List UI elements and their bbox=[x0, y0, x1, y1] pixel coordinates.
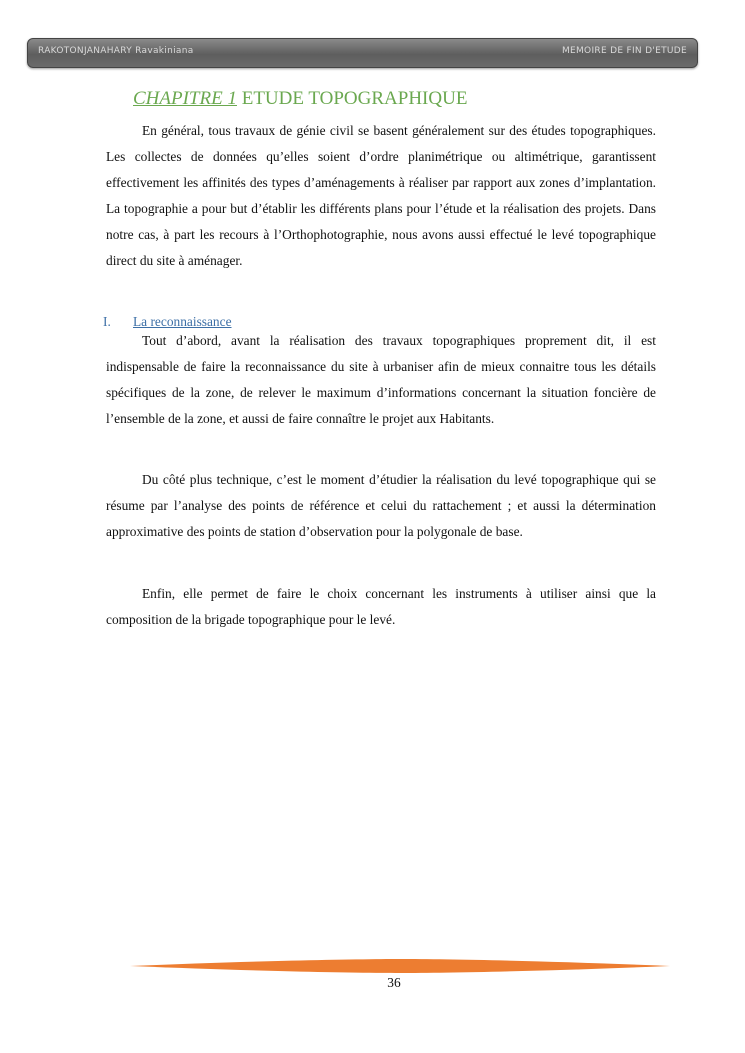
header-document-type: MEMOIRE DE FIN D'ETUDE bbox=[561, 46, 687, 56]
header-author: RAKOTONJANAHARY Ravakiniana bbox=[38, 46, 194, 56]
chapter-title: ETUDE TOPOGRAPHIQUE bbox=[236, 88, 468, 109]
running-header bbox=[27, 38, 698, 68]
body-paragraph: Du côté plus technique, c’est le moment d’étudier la réalisation du levé topographique qui se résume par l’analyse des points de référence et celui du rattachement ; et aussi la détermination approximative des points de station d’observation pour la polygonale de base. bbox=[106, 472, 656, 539]
section-title: La reconnaissance bbox=[133, 314, 232, 329]
footer-decoration bbox=[130, 958, 670, 974]
page-number: 36 bbox=[387, 975, 401, 990]
intro-paragraph: En général, tous travaux de génie civil se basent généralement sur des études topographiques. Les collectes de données qu’elles soient d’ordre planimétrique ou altimétrique, garantissent effectivement les affinités des types d’aménagements à réaliser par rapport aux zones d’implantation. La topographie a pour but d’établir les différents plans pour l’étude et la réalisation des projets. Dans notre cas, à part les recours à l’Orthophotographie, nous avons aussi effectué le levé topographique direct du site à aménager. bbox=[106, 123, 656, 268]
section-number: I. bbox=[103, 314, 111, 329]
chapter-label: CHAPITRE 1 bbox=[133, 88, 237, 109]
body-paragraph: Tout d’abord, avant la réalisation des travaux topographiques proprement dit, il est indispensable de faire la reconnaissance du site à urbaniser afin de mieux connaitre tous les détails spécifiques de la zone, de relever le maximum d’informations concernant la situation foncière de l’ensemble de la zone, et aussi de faire connaître le projet aux Habitants. bbox=[106, 333, 656, 426]
chapter-heading bbox=[133, 88, 467, 110]
body-paragraph: Enfin, elle permet de faire le choix concernant les instruments à utiliser ainsi que la composition de la brigade topographique pour le levé. bbox=[106, 586, 656, 627]
footer-swoosh-shape bbox=[130, 959, 670, 973]
